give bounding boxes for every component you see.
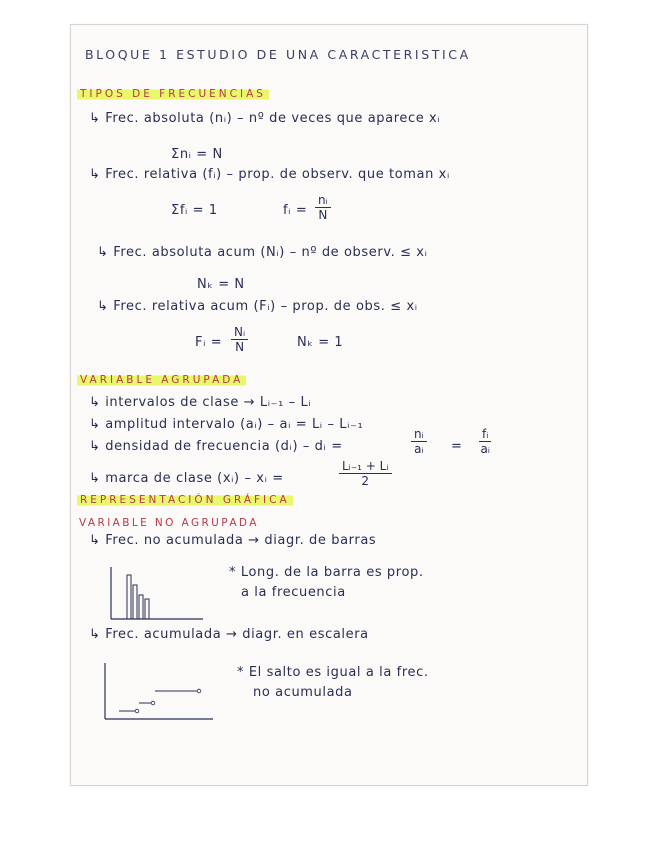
rel-cum-numerator: Nᵢ	[231, 325, 248, 340]
rel-cum-total-formula: Nₖ = 1	[297, 335, 344, 350]
abs-sum-formula: Σnᵢ = N	[171, 147, 223, 162]
section-heading-agrupada: VARIABLE AGRUPADA	[77, 373, 246, 387]
bar-sketch-2	[133, 585, 137, 619]
class-mark-numerator: Lᵢ₋₁ + Lᵢ	[339, 459, 392, 474]
rel-def-lhs: fᵢ =	[283, 203, 308, 218]
non-cumulative-line: ↳ Frec. no acumulada → diagr. de barras	[89, 533, 377, 548]
density-numerator-2: fᵢ	[479, 427, 491, 442]
bar-sketch-3	[139, 595, 143, 619]
density-fraction-2	[479, 427, 491, 456]
rel-frequency-line: ↳ Frec. relativa (fᵢ) – prop. de observ. que toman xᵢ	[89, 167, 450, 182]
bar-chart-note-line2: a la frecuencia	[241, 585, 346, 600]
subheading-variable-no-agrupada: VARIABLE NO AGRUPADA	[79, 517, 259, 529]
rel-def-fraction	[315, 193, 331, 222]
step-chart-note-line1: * El salto es igual a la frec.	[237, 665, 429, 680]
density-denominator-1: aᵢ	[414, 442, 424, 456]
density-numerator-1: nᵢ	[411, 427, 427, 442]
class-mark-denominator: 2	[361, 474, 370, 488]
page-title: BLOQUE 1 ESTUDIO DE UNA CARACTERISTICA	[85, 47, 471, 62]
class-mark-fraction	[339, 459, 392, 488]
density-denominator-2: aᵢ	[480, 442, 490, 456]
rel-cum-fraction	[231, 325, 248, 354]
rel-def-denominator: N	[318, 208, 328, 222]
cumulative-line: ↳ Frec. acumulada → diagr. en escalera	[89, 627, 369, 642]
notebook-page	[70, 24, 588, 786]
class-mark-line: ↳ marca de clase (xᵢ) – xᵢ =	[89, 471, 284, 486]
density-equals: =	[451, 439, 463, 454]
bar-sketch-1	[127, 575, 131, 619]
density-fraction-1	[411, 427, 427, 456]
rel-cum-frequency-line: ↳ Frec. relativa acum (Fᵢ) – prop. de obs. ≤ xᵢ	[97, 299, 418, 314]
bar-chart-sketch	[107, 565, 207, 623]
step-chart-note-line2: no acumulada	[253, 685, 353, 700]
section-heading-representacion: REPRESENTACIÓN GRÁFICA	[77, 493, 293, 507]
class-intervals-line: ↳ intervalos de clase → Lᵢ₋₁ – Lᵢ	[89, 395, 312, 410]
bar-sketch-4	[145, 599, 149, 619]
section-heading-tipos: TIPOS DE FRECUENCIAS	[77, 87, 269, 101]
interval-width-line: ↳ amplitud intervalo (aᵢ) – aᵢ = Lᵢ – Lᵢ₋₁	[89, 417, 364, 432]
abs-cum-formula: Nₖ = N	[197, 277, 245, 292]
frequency-density-line: ↳ densidad de frecuencia (dᵢ) – dᵢ =	[89, 439, 343, 454]
rel-sum-formula: Σfᵢ = 1	[171, 203, 218, 218]
bar-chart-note-line1: * Long. de la barra es prop.	[229, 565, 424, 580]
rel-def-numerator: nᵢ	[315, 193, 331, 208]
abs-cum-frequency-line: ↳ Frec. absoluta acum (Nᵢ) – nº de observ. ≤ xᵢ	[97, 245, 428, 260]
rel-cum-lhs: Fᵢ =	[195, 335, 223, 350]
step-chart-sketch	[101, 661, 221, 723]
abs-frequency-line: ↳ Frec. absoluta (nᵢ) – nº de veces que aparece xᵢ	[89, 111, 441, 126]
rel-cum-denominator: N	[235, 340, 245, 354]
